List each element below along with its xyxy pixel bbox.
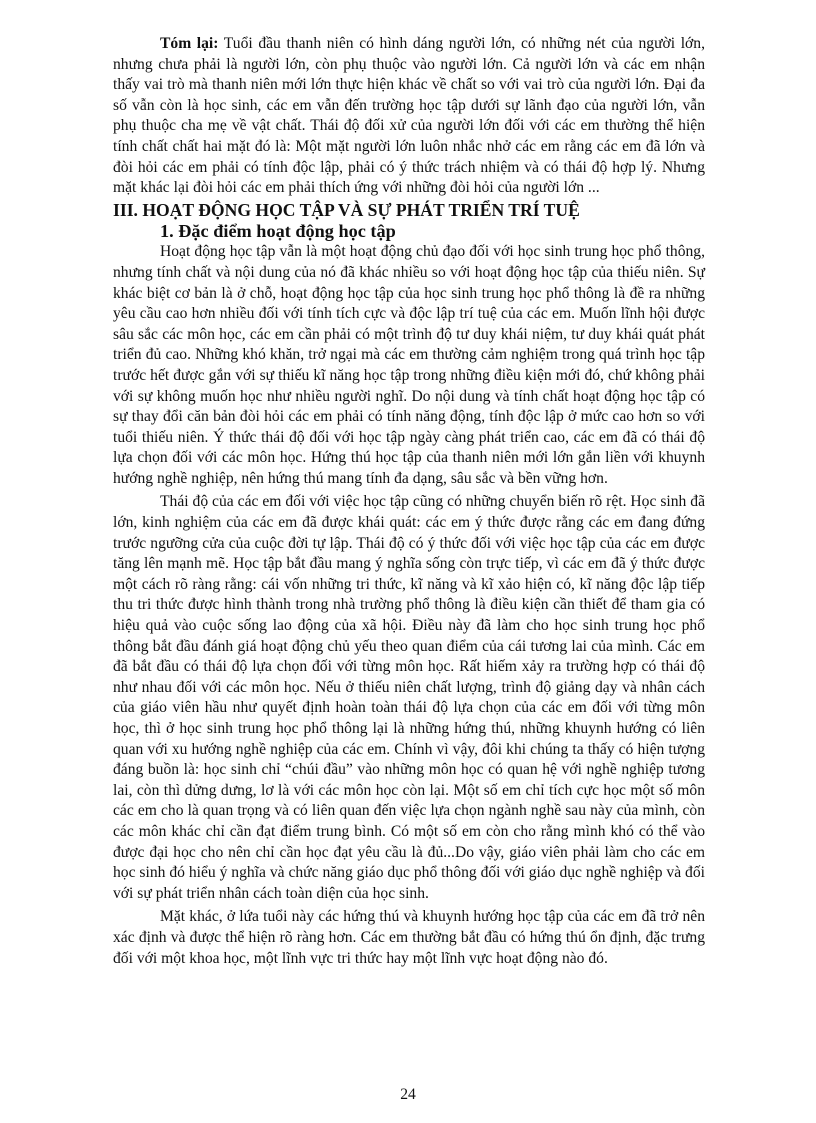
summary-paragraph (113, 34, 705, 199)
body-paragraph-1: Hoạt động học tập vẫn là một hoạt động chủ đạo đối với học sinh trung học phổ thông, nhưng tính chất và nội dung của nó đã khác nhiều so với hoạt động học tập của thiếu niên. Sự khác biệt cơ bản là ở chỗ, hoạt động học tập của học sinh trung học phổ thông là đề ra những yêu cầu cao hơn nhiều đối với tính tích cực và độc lập trí tuệ của các em. Muốn lĩnh hội được sâu sắc các môn học, các em cần phải có một trình độ tư duy khái niệm, tư duy khái quát phát triển đủ cao. Những khó khăn, trở ngại mà các em thường cảm nghiệm trong quá trình học tập trước hết được gắn với sự thiếu kĩ năng học tập trong những điều kiện mới đó, chứ không phải với sự không muốn học như nhiều người nghĩ. Do nội dung và tính chất hoạt động học tập có sự thay đổi căn bản đòi hỏi các em phải có tính năng động, tính độc lập ở mức cao hơn so với tuổi thiếu niên. Ý thức thái độ đối với học tập ngày càng phát triển cao, các em đã có thái độ lựa chọn đối với các môn học. Hứng thú học tập của thanh niên mới lớn gắn liền với khuynh hướng nghề nghiệp, nên hứng thú mang tính đa dạng, sâu sắc và bền vững hơn. (113, 243, 705, 487)
section-heading: III. HOẠT ĐỘNG HỌC TẬP VÀ SỰ PHÁT TRIỂN TRÍ TUỆ (113, 199, 580, 220)
subsection-heading: 1. Đặc điểm hoạt động học tập (160, 220, 396, 241)
body-paragraph-2: Thái độ của các em đối với việc học tập cũng có những chuyển biến rõ rệt. Học sinh đã lớn, kinh nghiệm của các em đã được khái quát: các em ý thức được rằng các em đang đứng trước ngưỡng cửa của cuộc đời tự lập. Thái độ có ý thức đối với việc học tập của các em được tăng lên mạnh mẽ. Học tập bắt đầu mang ý nghĩa sống còn trực tiếp, vì các em đã ý thức được một cách rõ ràng rằng: cái vốn những tri thức, kĩ năng và kĩ xảo hiện có, kĩ năng độc lập tiếp thu tri thức được hình thành trong nhà trường phổ thông là điều kiện cần thiết để tham gia có hiệu quả vào cuộc sống lao động của xã hội. Điều này đã làm cho học sinh trung học phổ thông bắt đầu đánh giá hoạt động chủ yếu theo quan điểm của cái tương lai của mình. Các em đã bắt đầu có thái độ lựa chọn đối với từng môn học. Rất hiếm xảy ra trường hợp có thái độ như nhau đối với các môn học. Nếu ở thiếu niên chất lượng, trình độ giảng dạy và nhân cách của giáo viên hầu như quyết định hoàn toàn thái độ lựa chọn của các em đối với từng môn học, thì ở học sinh trung học phổ thông lại là những hứng thú, những khuynh hướng có liên quan với xu hướng nghề nghiệp của các em. Chính vì vậy, đôi khi chúng ta thấy có hiện tượng đáng buồn là: học sinh chỉ “chúi đầu” vào những môn học có quan hệ với nghề nghiệp tương lai, còn thì dửng dưng, lơ là với các môn học còn lại. Một số em chỉ tích cực học một số môn các em cho là quan trọng và có liên quan đến việc lựa chọn ngành nghề sau này của mình, còn các môn khác chỉ cần đạt điểm trung bình. Có một số em còn cho rằng mình khó có thể vào được đại học cho nên chỉ cần học đạt yêu cầu là đủ...Do vậy, giáo viên phải làm cho các em học sinh đó hiểu ý nghĩa và chức năng giáo dục phổ thông đối với giáo dục nghề nghiệp và đối với sự phát triển nhân cách toàn diện của học sinh. (113, 493, 705, 902)
summary-lead: Tóm lại: (160, 35, 219, 52)
body-paragraph-3: Mặt khác, ở lứa tuổi này các hứng thú và khuynh hướng học tập của các em đã trở nên xác định và được thể hiện rõ ràng hơn. Các em thường bắt đầu có hứng thú ổn định, đặc trưng đối với một khoa học, một lĩnh vực tri thức hay một lĩnh vực hoạt động nào đó. (113, 908, 705, 967)
page-number: 24 (400, 1086, 416, 1103)
document-page (113, 34, 705, 969)
summary-text: Tuổi đầu thanh niên có hình dáng người lớn, có những nét của người lớn, nhưng chưa phải là người lớn, còn phụ thuộc vào người lớn. Cả người lớn và các em nhận thấy vai trò mà thanh niên mới lớn thực hiện khác về chất so với vai trò của người lớn. Đại đa số vẫn còn là học sinh, các em vẫn đến trường học tập dưới sự lãnh đạo của người lớn, vẫn phụ thuộc cha mẹ về vật chất. Thái độ đối xử của người lớn đối với các em thường thể hiện tính chất chất hai mặt đó là: Một mặt người lớn luôn nhắc nhở các em rằng các em đã lớn và đòi hỏi các em phải có tính độc lập, phải có ý thức trách nhiệm và có thái độ hợp lý. Nhưng mặt khác lại đòi hỏi các em phải thích ứng với những đòi hỏi của người lớn ... (113, 35, 705, 197)
